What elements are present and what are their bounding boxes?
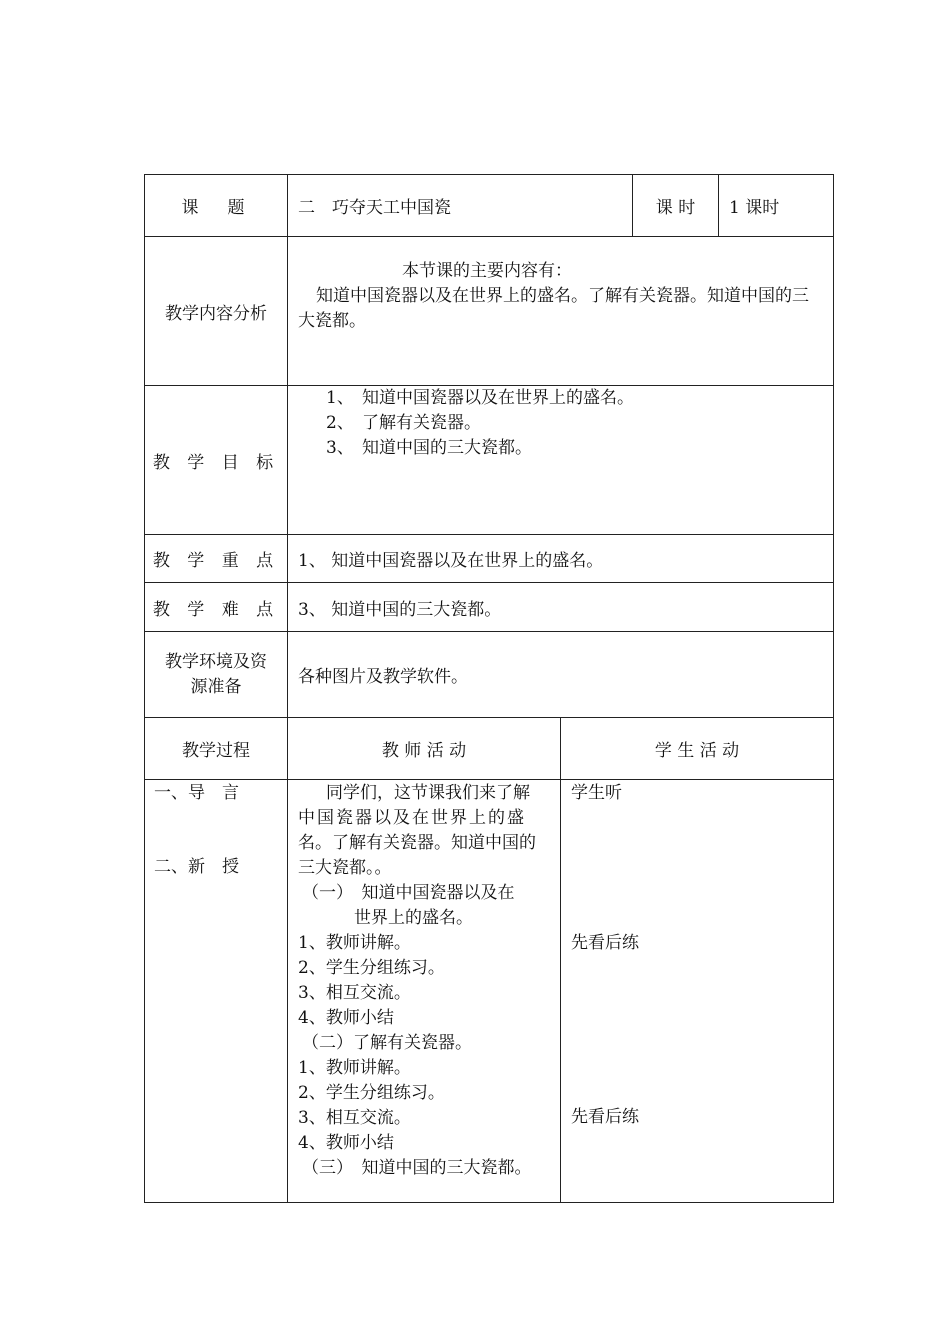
- teacher-line: （二）了解有关瓷器。: [302, 1033, 472, 1053]
- teacher-line: 1、教师讲解。: [298, 1058, 411, 1078]
- goals-label: 教 学 目 标: [145, 386, 288, 535]
- environment-row: [145, 632, 834, 718]
- teacher-line: 3、相互交流。: [298, 983, 411, 1003]
- hours-label: 课 时: [633, 175, 719, 237]
- focus-value: 1、 知道中国瓷器以及在世界上的盛名。: [288, 535, 834, 583]
- difficulty-row: [145, 583, 834, 632]
- teacher-line: 4、教师小结: [298, 1133, 394, 1153]
- environment-label: 教学环境及资 源准备: [145, 632, 288, 718]
- process-steps-cell: [145, 780, 288, 1203]
- goals-row: [145, 386, 834, 535]
- difficulty-value: 3、 知道中国的三大瓷都。: [288, 583, 834, 632]
- process-label: 教学过程: [145, 718, 288, 780]
- difficulty-label: 教 学 难 点: [145, 583, 288, 632]
- student-note: 先看后练: [571, 1107, 639, 1127]
- teacher-line: 2、学生分组练习。: [298, 958, 445, 978]
- teacher-line: 世界上的盛名。: [354, 908, 473, 928]
- lesson-plan-table: [144, 174, 834, 1203]
- teacher-line: 4、教师小结: [298, 1008, 394, 1028]
- student-activity-header: 学 生 活 动: [561, 718, 834, 780]
- analysis-heading: 本节课的主要内容有：: [402, 261, 572, 281]
- goal-item: 2、 了解有关瓷器。: [326, 413, 481, 433]
- focus-row: [145, 535, 834, 583]
- student-note: 学生听: [571, 783, 622, 803]
- teacher-line: 中国瓷器以及在世界上的盛: [298, 808, 526, 828]
- teacher-line: 3、相互交流。: [298, 1108, 411, 1128]
- focus-label: 教 学 重 点: [145, 535, 288, 583]
- teacher-activity-cell: [288, 780, 561, 1203]
- teacher-activity-header: 教 师 活 动: [288, 718, 561, 780]
- analysis-body: 知道中国瓷器以及在世界上的盛名。了解有关瓷器。知道中国的三大瓷都。: [298, 286, 809, 331]
- goal-item: 1、 知道中国瓷器以及在世界上的盛名。: [326, 388, 634, 408]
- teacher-line: 三大瓷都。。: [298, 858, 392, 878]
- process-header-row: [145, 718, 834, 780]
- teacher-line: 1、教师讲解。: [298, 933, 411, 953]
- step-new-lesson: 二、新 授: [154, 857, 239, 877]
- teacher-line: （三） 知道中国的三大瓷都。: [302, 1158, 532, 1178]
- process-body-row: [145, 780, 834, 1203]
- topic-label: 课 题: [145, 175, 288, 237]
- analysis-label: 教学内容分析: [145, 237, 288, 386]
- teacher-line: 名。了解有关瓷器。知道中国的: [298, 833, 536, 853]
- analysis-row: [145, 237, 834, 386]
- topic-value: 二 巧夺天工中国瓷: [288, 175, 633, 237]
- teacher-line: 2、学生分组练习。: [298, 1083, 445, 1103]
- topic-row: [145, 175, 834, 237]
- teacher-line: （一） 知道中国瓷器以及在: [302, 883, 515, 903]
- hours-value: 1 课时: [719, 175, 834, 237]
- step-intro: 一、导 言: [154, 783, 239, 803]
- goals-list: [326, 386, 833, 461]
- teacher-line: 同学们，这节课我们来了解: [326, 783, 530, 803]
- student-activity-cell: [561, 780, 834, 1203]
- student-note: 先看后练: [571, 933, 639, 953]
- environment-value: 各种图片及教学软件。: [288, 632, 834, 718]
- goal-item: 3、 知道中国的三大瓷都。: [326, 438, 532, 458]
